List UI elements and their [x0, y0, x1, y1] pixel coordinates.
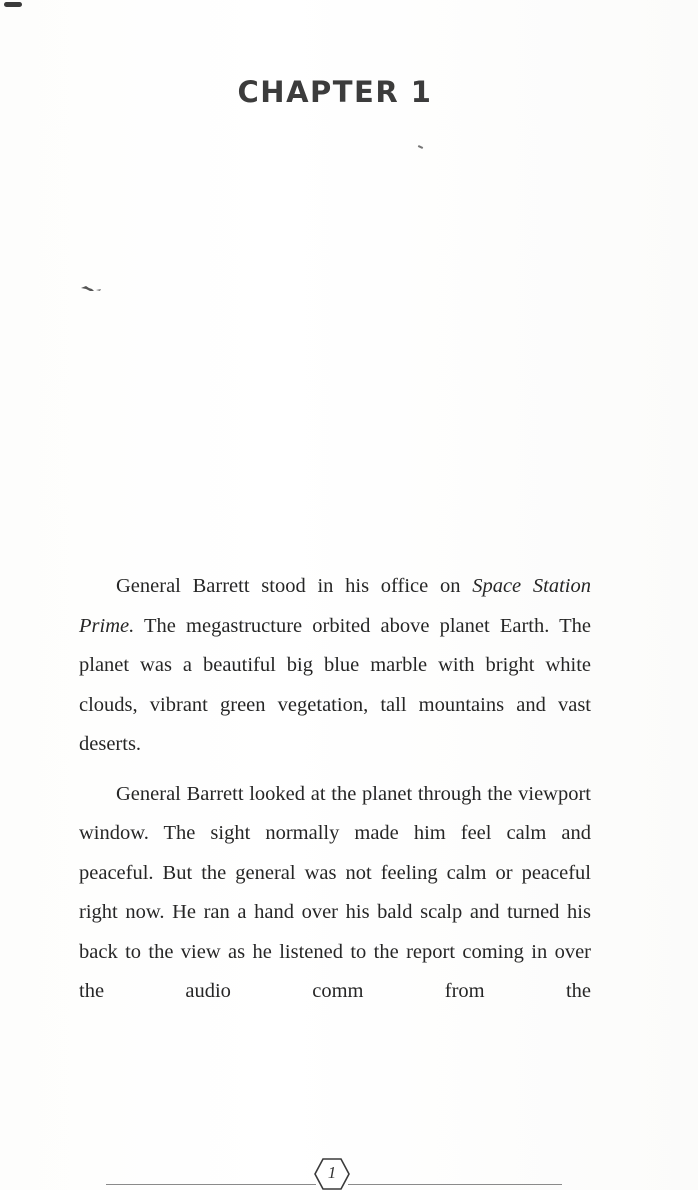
ink-smudge — [80, 283, 102, 293]
page-number: 1 — [327, 1163, 337, 1182]
ink-mark — [4, 2, 22, 7]
chapter-body — [79, 567, 591, 1022]
ink-speck — [418, 145, 423, 149]
paragraph-text: The megastructure orbited above planet Earth. The planet was a beautiful big blue marble with bright white clouds, vibrant green vegetation, tall mountains and vast deserts. — [79, 614, 591, 755]
footer-rule-left — [106, 1184, 316, 1185]
paragraph — [79, 567, 591, 765]
paragraph-text: General Barrett stood in his office on — [116, 575, 473, 597]
ship-name: Space Station Prime. — [79, 575, 591, 637]
paragraph: General Barrett looked at the planet through the viewport window. The sight normally made him feel calm and peaceful. But the general was not feeling calm or peaceful right now. He ran a hand over his bald scalp and turned his back to the view as he listened to the report coming in over the audio comm from the — [79, 782, 591, 1002]
chapter-title: CHAPTER 1 — [237, 75, 433, 110]
footer-rule-right — [348, 1184, 562, 1185]
